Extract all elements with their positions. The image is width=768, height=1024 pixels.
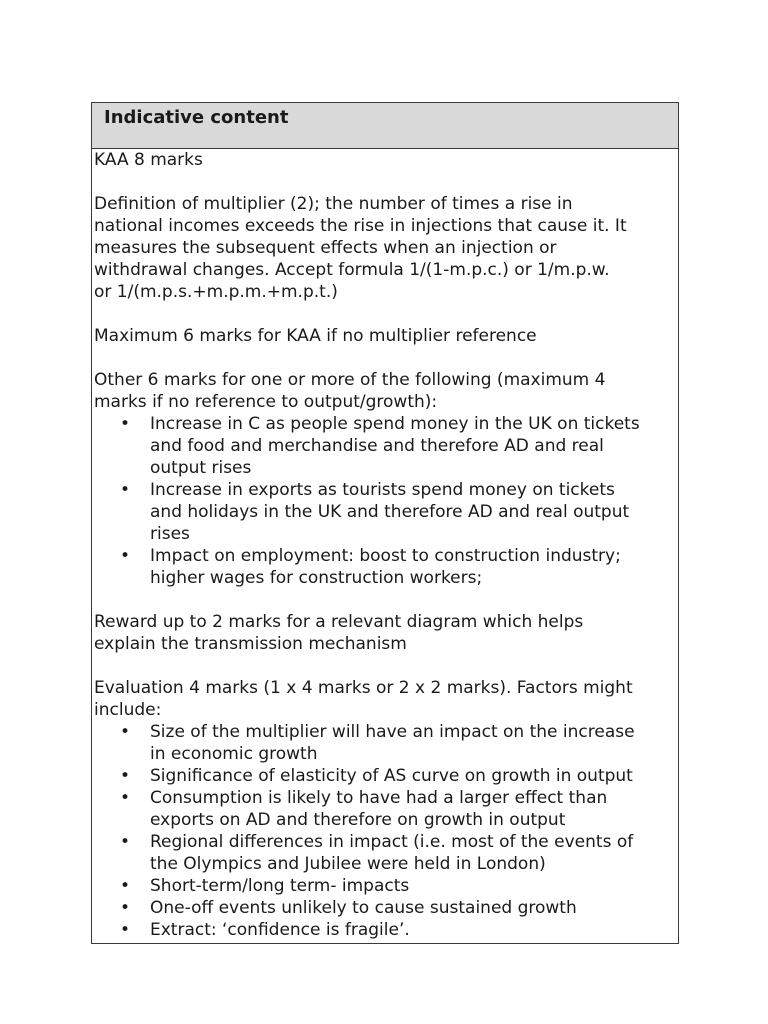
item-line: Regional differences in impact (i.e. most of the events of <box>150 832 634 852</box>
item-line: exports on AD and therefore on growth in output <box>150 810 566 830</box>
maximum-note: Maximum 6 marks for KAA if no multiplier reference <box>94 326 537 346</box>
bullet-icon: • <box>119 920 131 940</box>
list-item <box>94 479 672 545</box>
bullet-icon: • <box>119 480 131 500</box>
item-line: Consumption is likely to have had a larger effect than <box>150 788 608 808</box>
intro-line: include: <box>94 700 162 720</box>
definition-line: Definition of multiplier (2); the number of times a rise in <box>94 194 573 214</box>
bullet-icon: • <box>119 832 131 852</box>
item-line: rises <box>150 524 190 544</box>
item-line: Extract: ‘confidence is fragile’. <box>150 920 410 940</box>
reward-paragraph <box>94 611 672 655</box>
list-item <box>94 765 672 787</box>
item-line: Short-term/long term- impacts <box>150 876 410 896</box>
intro-line: Other 6 marks for one or more of the following (maximum 4 <box>94 370 606 390</box>
list-item <box>94 875 672 897</box>
bullet-icon: • <box>119 414 131 434</box>
item-line: One-off events unlikely to cause sustained growth <box>150 898 577 918</box>
list-item <box>94 545 672 589</box>
item-line: Increase in exports as tourists spend money on tickets <box>150 480 615 500</box>
bullet-icon: • <box>119 876 131 896</box>
item-line: higher wages for construction workers; <box>150 568 483 588</box>
item-line: and holidays in the UK and therefore AD and real output <box>150 502 630 522</box>
item-line: Increase in C as people spend money in the UK on tickets <box>150 414 640 434</box>
bullet-icon: • <box>119 722 131 742</box>
reward-line: explain the transmission mechanism <box>94 634 407 654</box>
definition-line: withdrawal changes. Accept formula 1/(1-m.p.c.) or 1/m.p.w. <box>94 260 610 280</box>
list-item <box>94 787 672 831</box>
item-line: the Olympics and Jubilee were held in London) <box>150 854 546 874</box>
kaa-heading: KAA 8 marks <box>94 150 203 170</box>
bullet-icon: • <box>119 766 131 786</box>
bullet-icon: • <box>119 898 131 918</box>
mark-scheme-table <box>91 102 679 944</box>
item-line: and food and merchandise and therefore AD and real <box>150 436 604 456</box>
list-item <box>94 919 672 941</box>
evaluation-intro <box>94 677 672 721</box>
bullet-icon: • <box>119 788 131 808</box>
item-line: output rises <box>150 458 252 478</box>
other-marks-list <box>94 413 672 589</box>
list-item <box>94 413 672 479</box>
intro-line: marks if no reference to output/growth): <box>94 392 438 412</box>
definition-line: measures the subsequent effects when an injection or <box>94 238 557 258</box>
list-item <box>94 721 672 765</box>
evaluation-list <box>94 721 672 941</box>
definition-line: or 1/(m.p.s.+m.p.m.+m.p.t.) <box>94 282 338 302</box>
definition-paragraph <box>94 193 672 303</box>
table-header <box>92 103 678 149</box>
header-title: Indicative content <box>104 107 289 128</box>
bullet-icon: • <box>119 546 131 566</box>
other-marks-intro <box>94 369 672 413</box>
item-line: Size of the multiplier will have an impact on the increase <box>150 722 635 742</box>
table-body <box>92 149 678 941</box>
definition-line: national incomes exceeds the rise in injections that cause it. It <box>94 216 627 236</box>
intro-line: Evaluation 4 marks (1 x 4 marks or 2 x 2 marks). Factors might <box>94 678 633 698</box>
list-item <box>94 831 672 875</box>
item-line: Significance of elasticity of AS curve on growth in output <box>150 766 633 786</box>
reward-line: Reward up to 2 marks for a relevant diagram which helps <box>94 612 584 632</box>
item-line: Impact on employment: boost to construction industry; <box>150 546 621 566</box>
item-line: in economic growth <box>150 744 318 764</box>
list-item <box>94 897 672 919</box>
